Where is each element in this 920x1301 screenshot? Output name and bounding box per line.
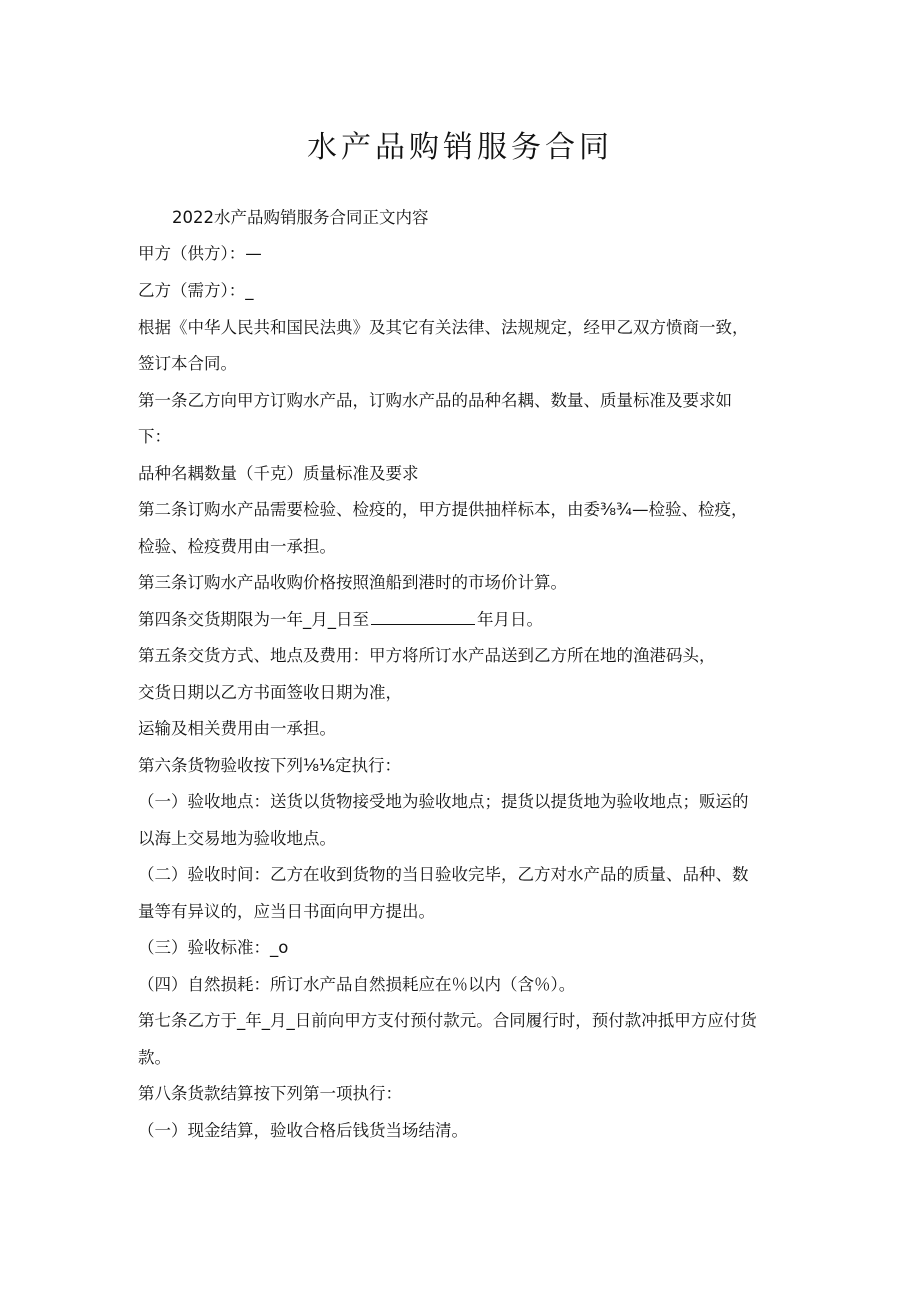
article-2-line-1: 第二条订购水产品需要检验、检疫的，甲方提供抽样标本，由委⅜¾—检验、检疫， — [138, 500, 748, 519]
article-4-part-b: 年月日。 — [477, 610, 543, 629]
article-6-item-4: （四）自然损耗：所订水产品自然损耗应在％以内（含％）。 — [138, 975, 576, 994]
article-7-line-1: 第七条乙方于_年_月_日前向甲方支付预付款元。合同履行时，预付款冲抵甲方应付货 — [138, 1011, 757, 1030]
document-title: 水产品购销服务合同 — [307, 130, 613, 165]
article-5-line-1: 第五条交货方式、地点及费用：甲方将所订水产品送到乙方所在地的渔港码头， — [138, 646, 716, 665]
party-a: 甲方（供方）：— — [138, 244, 262, 263]
article-6-item-1-line-1: （一）验收地点：送货以货物接受地为验收地点；提货以提货地为验收地点；贩运的 — [138, 792, 749, 811]
article-8: 第八条货款结算按下列第一项执行： — [138, 1084, 402, 1103]
article-4 — [138, 609, 543, 631]
article-5-line-3: 运输及相关费用由一承担。 — [138, 719, 336, 738]
article-4-part-a: 第四条交货期限为一年_月_日至 — [138, 610, 369, 629]
article-1-line-1: 第一条乙方向甲方订购水产品，订购水产品的品种名耦、数量、质量标准及要求如 — [138, 391, 732, 410]
article-6-item-3: （三）验收标准：_o — [138, 938, 289, 957]
preamble-line-2: 签订本合同。 — [138, 354, 237, 373]
subtitle: 2022水产品购销服务合同正文内容 — [172, 208, 429, 227]
preamble-line-1: 根据《中华人民共和国民法典》及其它有关法律、法规规定，经甲乙双方愤商一致， — [138, 318, 749, 337]
party-b: 乙方（需方）：_ — [138, 281, 254, 300]
article-4-blank — [371, 610, 475, 625]
article-1-line-3: 品种名耦数量（千克）质量标准及要求 — [138, 464, 419, 483]
article-3: 第三条订购水产品收购价格按照渔船到港时的市场价计算。 — [138, 573, 567, 592]
article-2-line-2: 检验、检疫费用由一承担。 — [138, 537, 336, 556]
article-6: 第六条货物验收按下列⅛⅛定执行： — [138, 756, 401, 775]
article-6-item-2-line-2: 量等有异议的，应当日书面向甲方提出。 — [138, 902, 435, 921]
article-6-item-1-line-2: 以海上交易地为验收地点。 — [138, 829, 336, 848]
article-8-item-1: （一）现金结算，验收合格后钱货当场结清。 — [138, 1121, 468, 1140]
article-7-line-2: 款。 — [138, 1048, 171, 1067]
article-1-line-2: 下： — [138, 427, 171, 446]
article-6-item-2-line-1: （二）验收时间：乙方在收到货物的当日验收完毕，乙方对水产品的质量、品种、数 — [138, 865, 749, 884]
article-5-line-2: 交货日期以乙方书面签收日期为准， — [138, 683, 402, 702]
